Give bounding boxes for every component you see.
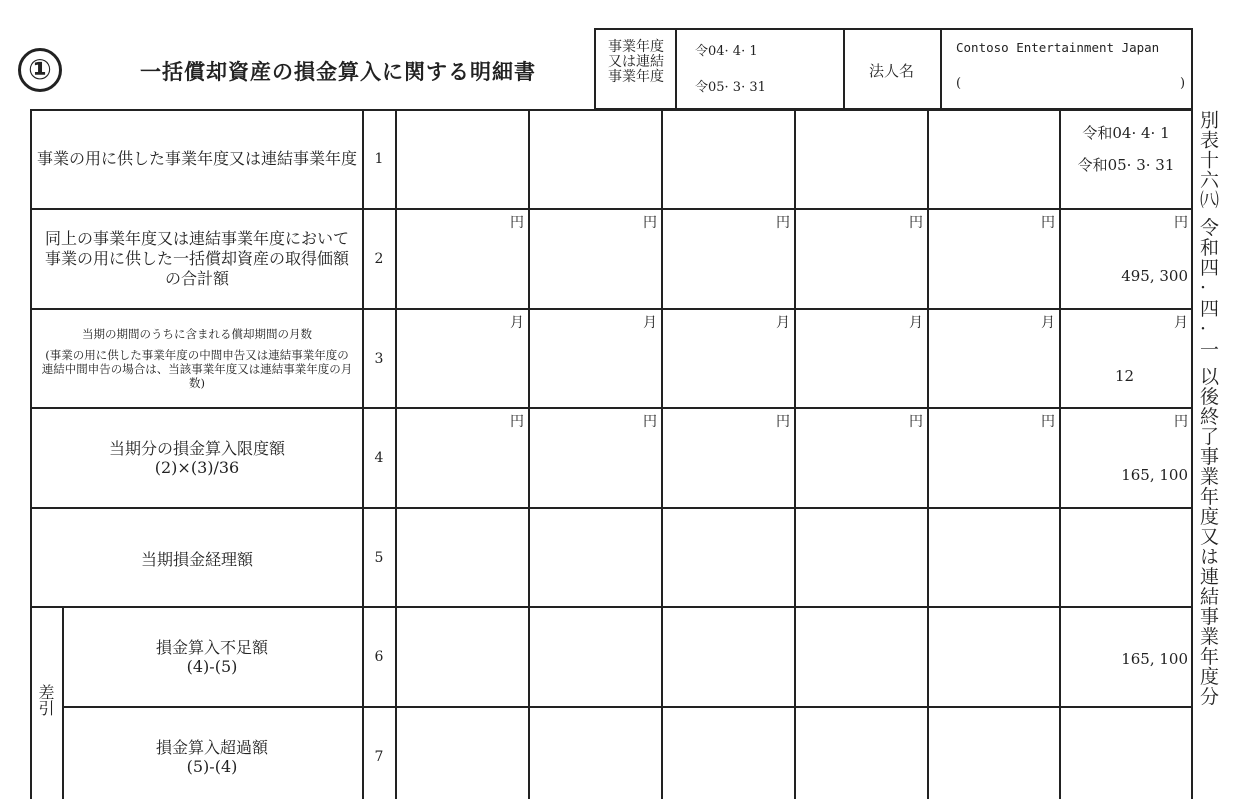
period-from-value: 令和04· 4· 1 bbox=[1082, 124, 1170, 142]
row-5-label: 当期損金経理額 bbox=[140, 549, 253, 569]
row-3-unit-col3: 月 bbox=[776, 315, 790, 331]
row-7-label bbox=[64, 709, 360, 805]
form-number-mark: ① bbox=[18, 48, 62, 92]
row-6-label-sub: (4)-(5) bbox=[186, 657, 238, 676]
row-3-label-main: 当期の期間のうちに含まれる償却期間の月数 bbox=[82, 327, 312, 341]
row-4-unit-col4: 円 bbox=[909, 414, 923, 430]
corp-name-label: 法人名 bbox=[868, 62, 914, 80]
row-6-number: 6 bbox=[374, 649, 384, 665]
row-1-label: 事業の用に供した事業年度又は連結事業年度 bbox=[36, 149, 357, 168]
row-2-unit-col5: 円 bbox=[1041, 215, 1055, 231]
corp-name: Contoso Entertainment Japan bbox=[956, 40, 1160, 55]
corp-paren-open: ( bbox=[956, 76, 962, 91]
row-4-unit-col2: 円 bbox=[643, 414, 657, 430]
row-5-number: 5 bbox=[374, 550, 384, 566]
row-6-value: 165, 100 bbox=[1121, 650, 1188, 668]
row-3-unit-col5: 月 bbox=[1041, 315, 1055, 331]
row-3-unit-col1: 月 bbox=[510, 315, 524, 331]
form-title: 一括償却資産の損金算入に関する明細書 bbox=[140, 60, 536, 84]
row-4-unit-col1: 円 bbox=[510, 414, 524, 430]
row-3-label bbox=[34, 311, 360, 406]
row-2-unit-col1: 円 bbox=[510, 215, 524, 231]
row-3-unit-col4: 月 bbox=[909, 315, 923, 331]
row-4-label-main: 当期分の損金算入限度額 bbox=[108, 439, 285, 458]
row-2-label: 同上の事業年度又は連結事業年度において事業の用に供した一括償却資産の取得価額の合計額 bbox=[44, 229, 349, 288]
fiscal-year-from: 令04· 4· 1 bbox=[695, 44, 758, 59]
row-4-unit-col6: 円 bbox=[1174, 414, 1188, 430]
row-4-label bbox=[34, 410, 360, 506]
side-form-label: 別表十六㈧ 令和四 . 四 . 一 以後終了事業年度又は連結事業年度分 bbox=[1197, 110, 1219, 707]
row-1-number: 1 bbox=[374, 151, 384, 167]
row-6-label bbox=[64, 609, 360, 705]
row-6-label-main: 損金算入不足額 bbox=[155, 638, 268, 657]
period-to-value: 令和05· 3· 31 bbox=[1077, 156, 1175, 174]
row-2-unit-col2: 円 bbox=[643, 215, 657, 231]
row-2-unit-col6: 円 bbox=[1174, 215, 1188, 231]
row-4-unit-col3: 円 bbox=[776, 414, 790, 430]
row-2-value: 495, 300 bbox=[1121, 267, 1188, 285]
row-4-value: 165, 100 bbox=[1121, 466, 1188, 484]
corp-paren-close: ) bbox=[1180, 76, 1186, 91]
row-3-unit-col6: 月 bbox=[1174, 315, 1188, 331]
row-7-label-sub: (5)-(4) bbox=[186, 757, 238, 776]
row-7-number: 7 bbox=[374, 749, 384, 765]
row-4-number: 4 bbox=[374, 450, 384, 466]
row-3-unit-col2: 月 bbox=[643, 315, 657, 331]
row-7-label-main: 損金算入超過額 bbox=[155, 738, 268, 757]
row-4-unit-col5: 円 bbox=[1041, 414, 1055, 430]
row-3-label-sub: (事業の用に供した事業年度の中間申告又は連結事業年度の連結中間申告の場合は、当該事業年度又は連結事業年度の月数) bbox=[41, 348, 353, 390]
row-4-label-sub: (2)×(3)/36 bbox=[154, 458, 240, 477]
fiscal-year-to: 令05· 3· 31 bbox=[695, 80, 766, 95]
row-2-unit-col3: 円 bbox=[776, 215, 790, 231]
diff-label: 差引 bbox=[36, 684, 55, 716]
row-3-number: 3 bbox=[374, 350, 384, 367]
row-3-value: 12 bbox=[1115, 367, 1135, 385]
row-2-number: 2 bbox=[374, 251, 384, 267]
fiscal-year-label: 事業年度 又は連結 事業年度 bbox=[608, 39, 664, 85]
row-2-unit-col4: 円 bbox=[909, 215, 923, 231]
